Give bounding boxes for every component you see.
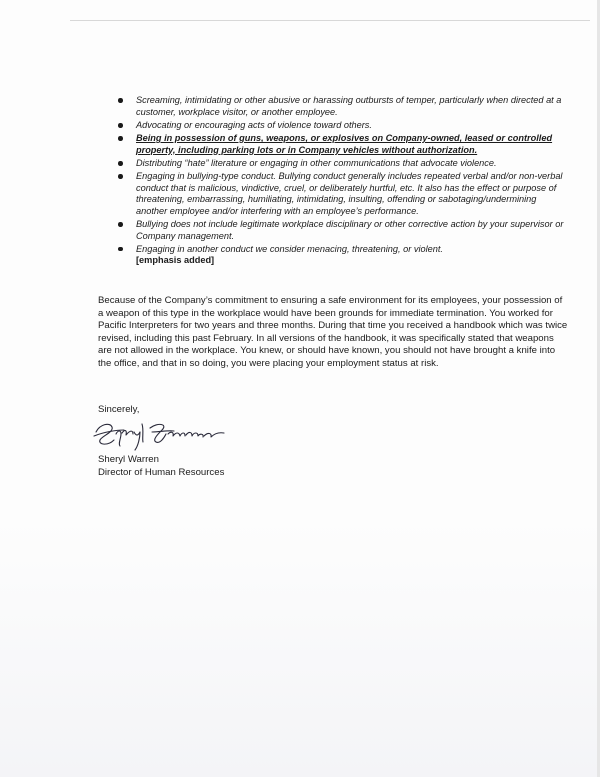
body-paragraph: Because of the Company’s commitment to ensuring a safe environment for its employees, your possession of a weapon of this type in the workplace would have been grounds for immediate termination. You worked for Pacific Interpreters for two years and three months. During that time you received a handbook which was twice revised, including this past February. In all versions of the handbook, it was specifically stated that weapons are not allowed in the workplace. You knew, or should have known, you should not have brought a knife into the office, and that in so doing, you were placing your employment status at risk. xyxy=(98,295,568,369)
bullet-icon xyxy=(118,136,123,141)
closing-salutation: Sincerely, xyxy=(98,404,140,415)
list-item-emphasized xyxy=(116,133,566,156)
bullet-icon xyxy=(118,174,123,179)
bullet-text: Engaging in another conduct we consider menacing, threatening, or violent. xyxy=(136,243,443,254)
bullet-icon xyxy=(118,247,123,252)
bullet-icon xyxy=(118,161,123,166)
bullet-text: Distributing “hate” literature or engaging in other communications that advocate violence. xyxy=(136,157,497,168)
signer-title: Director of Human Resources xyxy=(98,467,225,478)
list-item xyxy=(116,244,566,267)
scan-shading xyxy=(0,520,600,777)
list-item xyxy=(116,171,566,217)
bullet-text: Bullying does not include legitimate workplace disciplinary or other corrective action by your supervisor or Company management. xyxy=(136,218,564,241)
signer-name: Sheryl Warren xyxy=(98,454,159,465)
bullet-text: Screaming, intimidating or other abusive or harassing outbursts of temper, particularly when directed at a customer, workplace visitor, or another employee. xyxy=(136,95,562,117)
emphasis-note: [emphasis added] xyxy=(136,255,215,266)
bullet-icon xyxy=(118,98,123,103)
bullet-text-emphasized: Being in possession of guns, weapons, or explosives on Company-owned, leased or controlled property, including parking lots or in Company vehicles without authorization. xyxy=(136,132,553,155)
list-item xyxy=(116,95,566,118)
list-item xyxy=(116,120,566,132)
handwritten-signature xyxy=(90,418,230,452)
bullet-icon xyxy=(118,123,123,128)
bullet-text: Engaging in bullying-type conduct. Bullying conduct generally includes repeated verbal and/or non-verbal conduct that is malicious, vindictive, cruel, or deliberately hurtful, etc. It also has the effect or purpose of threatening, embarrassing, humiliating, intimidating, insulting, offending or sabotaging/undermining another employee and/or interfering with an employee’s performance. xyxy=(136,170,563,216)
bullet-icon xyxy=(118,222,123,227)
list-item xyxy=(116,158,566,170)
bullet-text: Advocating or encouraging acts of violence toward others. xyxy=(136,119,372,130)
list-item xyxy=(116,219,566,242)
top-divider xyxy=(70,20,590,21)
policy-bullet-list xyxy=(116,95,566,268)
